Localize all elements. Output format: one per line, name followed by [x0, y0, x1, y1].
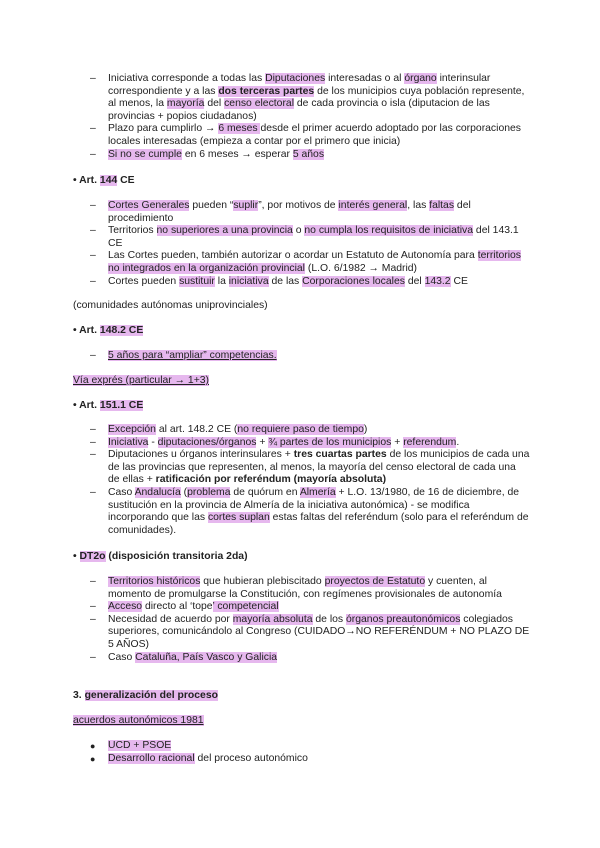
list-item: – Iniciativa corresponde a todas las Diputaciones interesadas o al órgano interinsular correspondiente y a las dos terceras partes de los municipios cuya población represente, al menos, la mayoría del censo electoral de cada provincia o isla (diputacion de las provincias + popios ciudadanos)	[90, 73, 525, 122]
bullet-icon: ●	[90, 753, 96, 764]
dash-icon: –	[90, 424, 96, 435]
initiative-list	[0, 73, 600, 161]
list-item: – Caso Cataluña, País Vasco y Galicia	[90, 651, 278, 663]
dash-icon: –	[90, 613, 96, 625]
list-item: ● UCD + PSOE	[90, 740, 172, 751]
list-item: – Caso Andalucía (problema de quórum en Almería + L.O. 13/1980, de 16 de diciembre, de sustitución en la provincia de Almería de la iniciativa autonómica) - se modifica incorporando que las cortes suplan estas faltas del referéndum (solo para el referéndum de comunidades).	[90, 486, 529, 536]
section-3-subtitle: acuerdos autonómicos 1981	[73, 715, 204, 726]
list-item: – Acceso directo al ‘tope’ competencial	[90, 601, 279, 613]
list-item: – Cortes Generales pueden “suplir”, por motivos de interés general, las faltas del procedimiento	[90, 200, 471, 224]
dash-icon: –	[90, 576, 96, 587]
dash-icon: –	[90, 250, 96, 262]
dash-icon: –	[90, 486, 96, 498]
list-item: – Diputaciones u órganos interinsulares + tres cuartas partes de los municipios de cada una de las provincias que representen, al menos, la mayoría del censo electoral de cada una de ellas + ratificación por referéndum (mayoría absoluta)	[90, 449, 530, 486]
dash-icon: –	[90, 350, 96, 361]
dash-icon: –	[90, 73, 96, 84]
list-item: – Si no se cumple en 6 meses → esperar 5 años	[90, 148, 325, 160]
dt2o-list	[0, 576, 600, 664]
dash-icon: –	[90, 449, 96, 461]
dash-icon: –	[90, 123, 96, 135]
art-151-heading: • Art. 151.1 CE	[73, 400, 144, 411]
dash-icon: –	[90, 148, 96, 160]
list-item: – 5 años para “ampliar” competencias.	[90, 350, 277, 361]
list-item: – Las Cortes pueden, también autorizar o acordar un Estatuto de Autonomía para territorios no integrados en la organización provincial (L.O. 6/1982 → Madrid)	[90, 250, 521, 274]
art-148-list	[0, 350, 600, 363]
dt2o-heading: • DT2o (disposición transitoria 2da)	[73, 551, 248, 562]
list-item: – Excepción al art. 148.2 CE (no requiere paso de tiempo)	[90, 424, 368, 435]
list-item: – Cortes pueden sustituir la iniciativa de las Corporaciones locales del 143.2 CE	[90, 275, 468, 287]
via-expres-label: Vía exprés (particular → 1+3)	[73, 375, 210, 386]
list-item: ● Desarrollo racional del proceso autonómico	[90, 752, 308, 764]
dash-icon: –	[90, 651, 96, 663]
dash-icon: –	[90, 601, 96, 613]
dash-icon: –	[90, 200, 96, 211]
art-144-heading: • Art. 144 CE	[73, 175, 135, 186]
bullet-icon: ●	[90, 741, 96, 751]
list-item: – Necesidad de acuerdo por mayoría absoluta de los órganos preautonómicos colegiados superiores, comunicándolo al Congreso (CUIDADO→NO REFERÉNDUM + NO PLAZO DE 5 AÑOS)	[90, 613, 530, 650]
dash-icon: –	[90, 436, 96, 448]
uniprovincial-note: (comunidades autónomas uniprovinciales)	[73, 300, 268, 311]
section-3-heading: 3. generalización del proceso	[73, 690, 218, 701]
list-item: – Plazo para cumplirlo → 6 meses desde el primer acuerdo adoptado por las corporaciones locales interesadas (empieza a contar por el primero que inicia)	[90, 123, 521, 147]
list-item: – Iniciativa - diputaciones/órganos + ¾ partes de los municipios + referendum.	[90, 436, 460, 448]
dash-icon: –	[90, 275, 96, 287]
art-144-list	[0, 200, 600, 288]
list-item: – Territorios históricos que hubieran plebiscitado proyectos de Estatuto y cuenten, al momento de promulgarse la Constitución, con regímenes provisionales de autonomía	[90, 576, 502, 600]
art-148-heading: • Art. 148.2 CE	[73, 325, 144, 336]
art-151-list	[0, 424, 600, 537]
section-3-list	[0, 740, 600, 765]
dash-icon: –	[90, 225, 96, 237]
list-item: – Territorios no superiores a una provincia o no cumpla los requisitos de iniciativa del 143.1 CE	[90, 225, 519, 249]
